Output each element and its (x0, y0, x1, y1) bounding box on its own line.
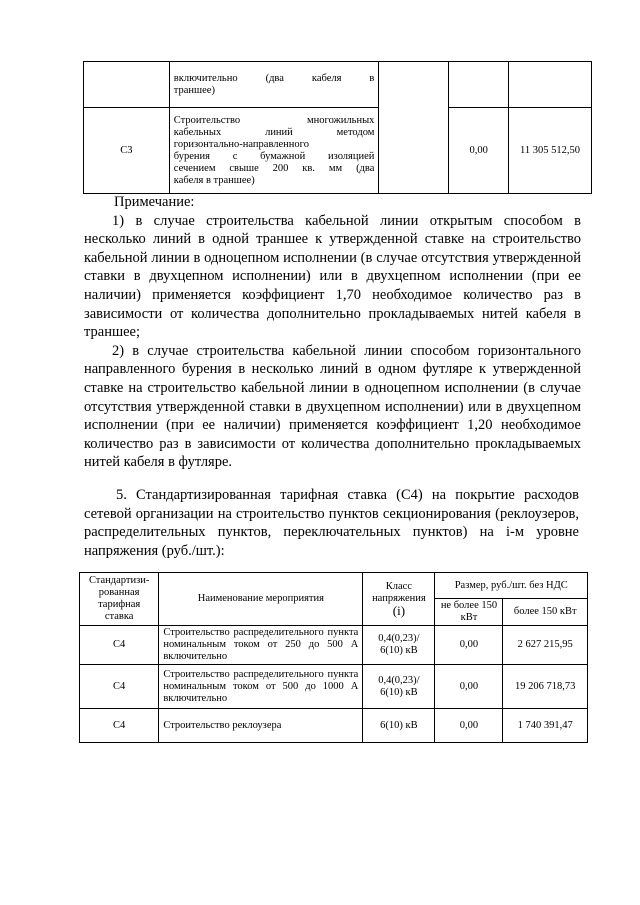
header-gt150: более 150 кВт (503, 599, 588, 626)
voltage-cell (379, 62, 449, 194)
table-row (80, 665, 588, 709)
table-row (84, 62, 592, 108)
note-item-1: 1) в случае строительства кабельной линии открытым способом в несколько линий в одной траншее к утвержденной ставке на строительство кабельной линии в одноцепном исполнении (в случае отсутствия утвержденной ставки в двухцепном исполнении) или в двухцепном исполнении (при ее наличии) применяется коэффициент 1,70 необходимое количество раз в зависимости от количества дополнительно прокладываемых нитей кабеля в траншее; (84, 212, 581, 341)
code-cell: С4 (80, 626, 159, 665)
table-c4 (79, 572, 588, 743)
note-block (84, 193, 581, 472)
le150-cell: 0,00 (435, 626, 503, 665)
code-cell: С3 (84, 108, 170, 194)
table-row (80, 626, 588, 665)
table-row (80, 709, 588, 743)
gt150-cell: 2 627 215,95 (503, 626, 588, 665)
note-title: Примечание: (114, 194, 195, 210)
code-cell: С4 (80, 709, 159, 743)
voltage-cell: 0,4(0,23)/ 6(10) кВ (363, 626, 435, 665)
gt150-cell (509, 62, 592, 108)
header-size: Размер, руб./шт. без НДС (435, 573, 588, 599)
header-name: Наименование мероприятия (159, 573, 363, 626)
section-5-text: 5. Стандартизированная тарифная ставка (С4) на покрытие расходов сетевой организации на строительство пунктов секционирования (реклоузеров, распределительных пунктов, переключательных пунктов) на i-м уровне напряжения (руб./шт.): (84, 487, 579, 559)
header-le150: не более 150 кВт (435, 599, 503, 626)
header-code: Стандартизи-рованная тарифная ставка (80, 573, 159, 626)
le150-cell (449, 62, 509, 108)
name-cell: Строительство распределительного пункта номинальным током от 250 до 500 А включительно (159, 626, 363, 665)
table-header-row (80, 573, 588, 599)
voltage-cell: 6(10) кВ (363, 709, 435, 743)
name-cell: Строительство реклоузера (159, 709, 363, 743)
header-voltage: Класс напряжения (i) (363, 573, 435, 626)
name-cell: Строительство многожильных кабельных линий методом горизонтально-направленного бурения с бумажной изоляцией сечением свыше 200 кв. мм (два кабеля в траншее) (169, 108, 379, 194)
gt150-cell: 19 206 718,73 (503, 665, 588, 709)
le150-cell: 0,00 (435, 709, 503, 743)
table-row (84, 108, 592, 194)
section-5 (84, 486, 579, 560)
name-cell: Строительство распределительного пункта номинальным током от 500 до 1000 А включительно (159, 665, 363, 709)
le150-cell: 0,00 (435, 665, 503, 709)
voltage-cell: 0,4(0,23)/ 6(10) кВ (363, 665, 435, 709)
note-item-2: 2) в случае строительства кабельной линии способом горизонтального направленного бурения в несколько линий в одном футляре к утвержденной ставке на строительство кабельной линии в одноцепном исполнении (в случае отсутствия утвержденной ставки в двухцепном исполнении) или в двухцепном исполнении (при ее наличии) применяется коэффициент 1,20 необходимое количество раз в зависимости от количества дополнительно прокладываемых нитей кабеля в футляре. (84, 342, 581, 471)
code-cell (84, 62, 170, 108)
le150-cell: 0,00 (449, 108, 509, 194)
gt150-cell: 11 305 512,50 (509, 108, 592, 194)
table-c3 (83, 61, 592, 194)
name-cell: включительно (два кабеля в траншее) (169, 62, 379, 108)
gt150-cell: 1 740 391,47 (503, 709, 588, 743)
code-cell: С4 (80, 665, 159, 709)
